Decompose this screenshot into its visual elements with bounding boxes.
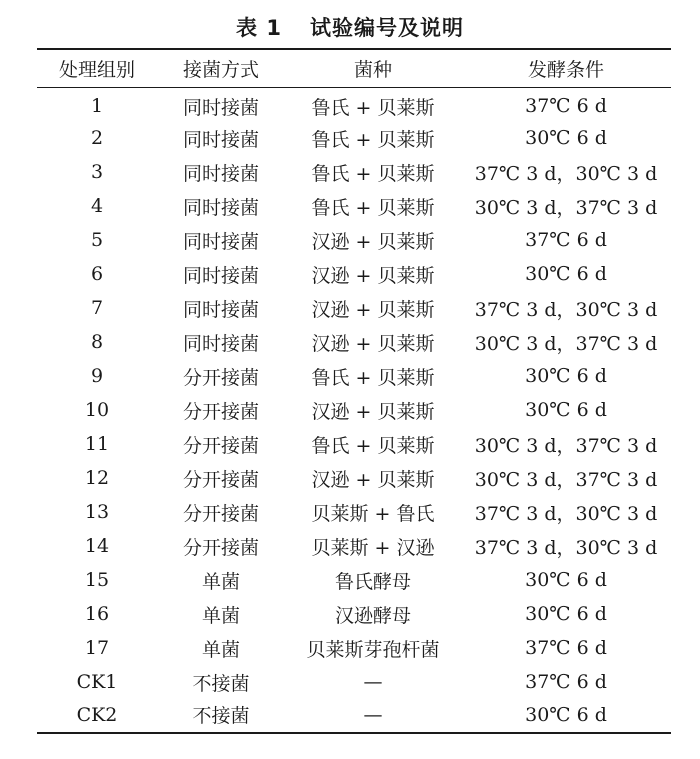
cell-strain: — [285, 699, 461, 733]
cell-inoculation-method: 同时接菌 [182, 298, 259, 321]
table-number: 表 1 [236, 16, 282, 40]
cell-inoculation-method: 同时接菌 [182, 196, 259, 219]
cell-strain: 汉逊 + 贝莱斯 [311, 230, 435, 253]
cell-inoculation-method: 同时接菌 [182, 162, 259, 185]
table-row [37, 155, 671, 189]
cell-strain: 鲁氏 + 贝莱斯 [311, 196, 435, 219]
cell-group: 13 [84, 501, 110, 523]
cell-group: 15 [84, 569, 110, 591]
cell-inoculation-method: 分开接菌 [182, 536, 259, 559]
header-group: 处理组别 [37, 49, 157, 87]
table-row [37, 291, 671, 325]
cell-fermentation-condition: 30℃ 6 d [461, 699, 671, 733]
cell-fermentation-condition: 37℃ 3 d，30℃ 3 d [474, 298, 658, 321]
cell-inoculation-method: 不接菌 [157, 699, 285, 733]
cell-inoculation-method: 同时接菌 [182, 230, 259, 253]
table-row [37, 189, 671, 223]
cell-strain: 汉逊 + 贝莱斯 [311, 400, 435, 423]
cell-strain: 贝莱斯 + 汉逊 [311, 536, 435, 559]
table-row [37, 257, 671, 291]
cell-strain: 鲁氏 + 贝莱斯 [311, 162, 435, 185]
cell-group: 12 [84, 467, 110, 489]
table-row [37, 631, 671, 665]
cell-inoculation-method: 同时接菌 [182, 332, 259, 355]
cell-strain: 鲁氏 + 贝莱斯 [311, 96, 435, 119]
cell-strain: 汉逊 + 贝莱斯 [311, 298, 435, 321]
cell-inoculation-method: 分开接菌 [182, 468, 259, 491]
cell-fermentation-condition: 30℃ 3 d，37℃ 3 d [474, 332, 658, 355]
cell-strain: 鲁氏 + 贝莱斯 [311, 128, 435, 151]
cell-fermentation-condition: 30℃ 6 d [525, 127, 607, 149]
cell-group: 7 [90, 297, 104, 319]
cell-fermentation-condition: 37℃ 6 d [525, 229, 607, 251]
cell-fermentation-condition: 30℃ 6 d [525, 569, 607, 591]
cell-inoculation-method: 单菌 [201, 570, 240, 593]
cell-inoculation-method: 同时接菌 [182, 264, 259, 287]
table-row [37, 427, 671, 461]
cell-fermentation-condition: 30℃ 3 d，37℃ 3 d [474, 196, 658, 219]
table-row [37, 121, 671, 155]
cell-group: 9 [90, 365, 104, 387]
cell-group: 14 [84, 535, 110, 557]
table-row [37, 393, 671, 427]
cell-group: 1 [90, 95, 104, 118]
cell-group: CK2 [37, 699, 157, 733]
cell-strain: 汉逊 + 贝莱斯 [311, 468, 435, 491]
cell-strain: 鲁氏 + 贝莱斯 [311, 366, 435, 389]
cell-fermentation-condition: 30℃ 3 d，37℃ 3 d [474, 468, 658, 491]
table-caption [0, 12, 700, 42]
cell-group: 3 [90, 161, 104, 183]
cell-strain: 贝莱斯 + 鲁氏 [311, 502, 435, 525]
cell-strain: 鲁氏 + 贝莱斯 [311, 434, 435, 457]
cell-group: 5 [90, 229, 104, 251]
cell-fermentation-condition: 37℃ 6 d [525, 95, 607, 118]
cell-fermentation-condition: 30℃ 6 d [525, 263, 607, 285]
table-row [37, 597, 671, 631]
cell-fermentation-condition: 30℃ 3 d，37℃ 3 d [474, 434, 658, 457]
cell-fermentation-condition: 30℃ 6 d [525, 365, 607, 387]
cell-strain: 汉逊酵母 [334, 604, 411, 627]
cell-fermentation-condition: 37℃ 3 d，30℃ 3 d [474, 162, 658, 185]
header-strain: 菌种 [285, 49, 461, 87]
cell-fermentation-condition: 30℃ 6 d [525, 399, 607, 421]
cell-fermentation-condition: 37℃ 6 d [525, 671, 607, 693]
table-title: 试验编号及说明 [309, 16, 464, 40]
cell-inoculation-method: 不接菌 [192, 672, 250, 695]
cell-fermentation-condition: 30℃ 6 d [525, 603, 607, 625]
table-row [37, 461, 671, 495]
table-row [37, 665, 671, 699]
cell-strain: 汉逊 + 贝莱斯 [311, 264, 435, 287]
cell-group: CK1 [76, 671, 118, 693]
cell-group: 10 [84, 399, 110, 421]
cell-group: 2 [90, 127, 104, 149]
cell-inoculation-method: 分开接菌 [182, 366, 259, 389]
cell-inoculation-method: 同时接菌 [182, 96, 259, 119]
cell-inoculation-method: 分开接菌 [182, 434, 259, 457]
table-row [37, 359, 671, 393]
header-fermentation-condition: 发酵条件 [461, 49, 671, 87]
cell-fermentation-condition: 37℃ 3 d，30℃ 3 d [474, 536, 658, 559]
cell-inoculation-method: 分开接菌 [182, 400, 259, 423]
experiment-table [37, 48, 671, 734]
table-row [37, 699, 671, 733]
header-row [37, 49, 671, 87]
cell-inoculation-method: 单菌 [201, 638, 240, 661]
cell-group: 4 [90, 195, 104, 217]
table-row [37, 87, 671, 121]
cell-strain: 贝莱斯芽孢杆菌 [306, 638, 440, 661]
cell-fermentation-condition: 37℃ 3 d，30℃ 3 d [474, 502, 658, 525]
cell-inoculation-method: 单菌 [201, 604, 240, 627]
cell-strain: 汉逊 + 贝莱斯 [311, 332, 435, 355]
table-row [37, 325, 671, 359]
cell-group: 11 [84, 433, 110, 455]
table-row [37, 223, 671, 257]
table-row [37, 529, 671, 563]
cell-fermentation-condition: 37℃ 6 d [525, 637, 607, 659]
table-row [37, 563, 671, 597]
cell-group: 17 [84, 637, 110, 659]
cell-group: 8 [90, 331, 104, 353]
cell-strain: 鲁氏酵母 [334, 570, 411, 593]
cell-group: 16 [84, 603, 110, 625]
cell-inoculation-method: 同时接菌 [182, 128, 259, 151]
table-row [37, 495, 671, 529]
cell-group: 6 [90, 263, 104, 285]
header-inoculation-method: 接菌方式 [157, 49, 285, 87]
cell-strain: — [363, 671, 383, 693]
cell-inoculation-method: 分开接菌 [182, 502, 259, 525]
